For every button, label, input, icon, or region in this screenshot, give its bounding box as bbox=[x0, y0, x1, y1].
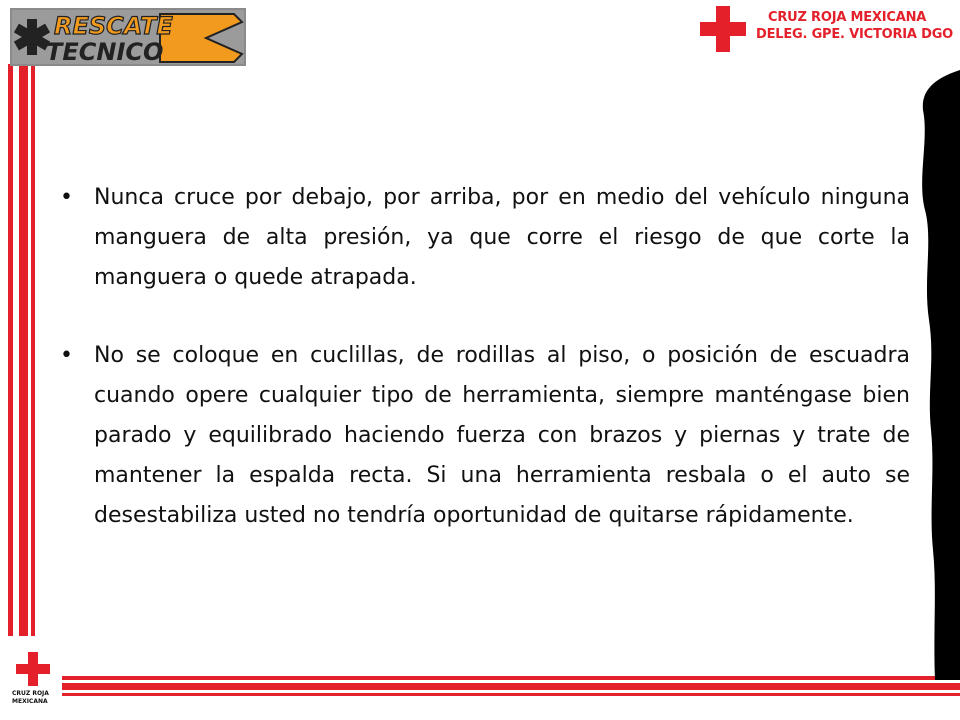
red-cross-icon bbox=[16, 652, 50, 686]
bullet-marker: • bbox=[60, 343, 73, 368]
bottom-red-rail bbox=[62, 693, 960, 696]
bullet-list bbox=[58, 178, 910, 574]
bullet-item bbox=[58, 336, 910, 536]
bottom-red-rail bbox=[62, 683, 960, 690]
logo-line2: TECNICO bbox=[46, 38, 164, 66]
red-cross-icon bbox=[700, 6, 746, 52]
org-name-line2: DELEG. GPE. VICTORIA DGO bbox=[756, 27, 954, 42]
left-red-rail bbox=[19, 64, 28, 636]
bullet-marker: • bbox=[60, 185, 73, 210]
rescate-tecnico-logo bbox=[10, 8, 246, 66]
silhouette-decoration bbox=[915, 70, 960, 680]
bullet-text: Nunca cruce por debajo, por arriba, por en medio del vehículo ninguna manguera de alta presión, ya que corre el riesgo de que corte la manguera o quede atrapada. bbox=[94, 185, 910, 290]
footer-logo-line1: CRUZ ROJA bbox=[12, 690, 49, 697]
bottom-red-rail bbox=[62, 676, 960, 680]
bullet-item bbox=[58, 178, 910, 298]
org-name-line1: CRUZ ROJA MEXICANA bbox=[768, 10, 927, 25]
bullet-text: No se coloque en cuclillas, de rodillas al piso, o posición de escuadra cuando opere cualquier tipo de herramienta, siempre manténgase bien parado y equilibrado haciendo fuerza con brazos y piernas y trate de mantener la espalda recta. Si una herramienta resbala o el auto se desestabiliza usted no tendría oportunidad de quitarse rápidamente. bbox=[94, 343, 910, 528]
left-red-rail bbox=[31, 64, 35, 636]
logo-line1: RESCATE bbox=[54, 12, 173, 40]
footer-logo-line2: MEXICANA bbox=[12, 698, 48, 705]
left-red-rail bbox=[8, 64, 13, 636]
